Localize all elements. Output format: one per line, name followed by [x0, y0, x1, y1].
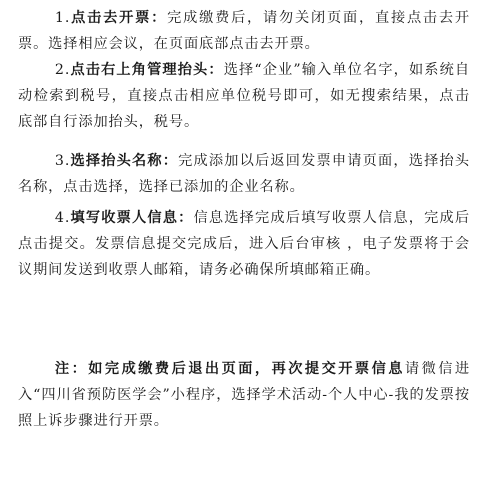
step-2-colon: ： [208, 62, 224, 78]
note-label: 注：如完成缴费后退出页面，再次提交开票信息 [54, 361, 405, 377]
step-1-title: 点击去开票 [70, 10, 152, 26]
step-1-body: 完成缴费后，请勿关闭页面，直接点击去开票。选择相应会议，在页面底部点击去开票。 [18, 10, 470, 52]
note-paragraph [0, 357, 484, 434]
step-1-colon: ： [151, 10, 168, 26]
step-2-title: 点击右上角管理抬头 [70, 62, 209, 78]
step-2-paragraph [0, 58, 484, 135]
step-3-body: 完成添加以后返回发票申请页面，选择抬头名称，点击选择，选择已添加的企业名称。 [18, 153, 470, 195]
step-2-number: 2. [54, 62, 71, 78]
step-4-number: 4. [54, 210, 71, 226]
step-3-paragraph [0, 149, 484, 201]
step-1-number: 1. [54, 10, 71, 26]
step-1-paragraph [0, 6, 484, 58]
step-4-colon: ： [178, 210, 194, 226]
step-2-body: 选择“企业”输入单位名字，如系统自动检索到税号，直接点击相应单位税号即可，如无搜索结果，点击底部自行添加抬头，税号。 [18, 62, 471, 130]
step-3-title: 选择抬头名称 [70, 153, 163, 169]
step-4-body: 信息选择完成后填写收票人信息，完成后点击提交。发票信息提交完成后，进入后台审核 ，电子发票将于会议期间发送到收票人邮箱，请务必确保所填邮箱正确。 [18, 210, 470, 278]
step-3-number: 3. [54, 153, 71, 169]
step-3-colon: ： [162, 153, 179, 169]
note-body: 请微信进入“四川省预防医学会”小程序，选择学术活动-个人中心-我的发票按照上诉步骤进行开票。 [18, 361, 470, 429]
step-4-paragraph [0, 206, 484, 283]
step-4-title: 填写收票人信息 [70, 210, 179, 226]
